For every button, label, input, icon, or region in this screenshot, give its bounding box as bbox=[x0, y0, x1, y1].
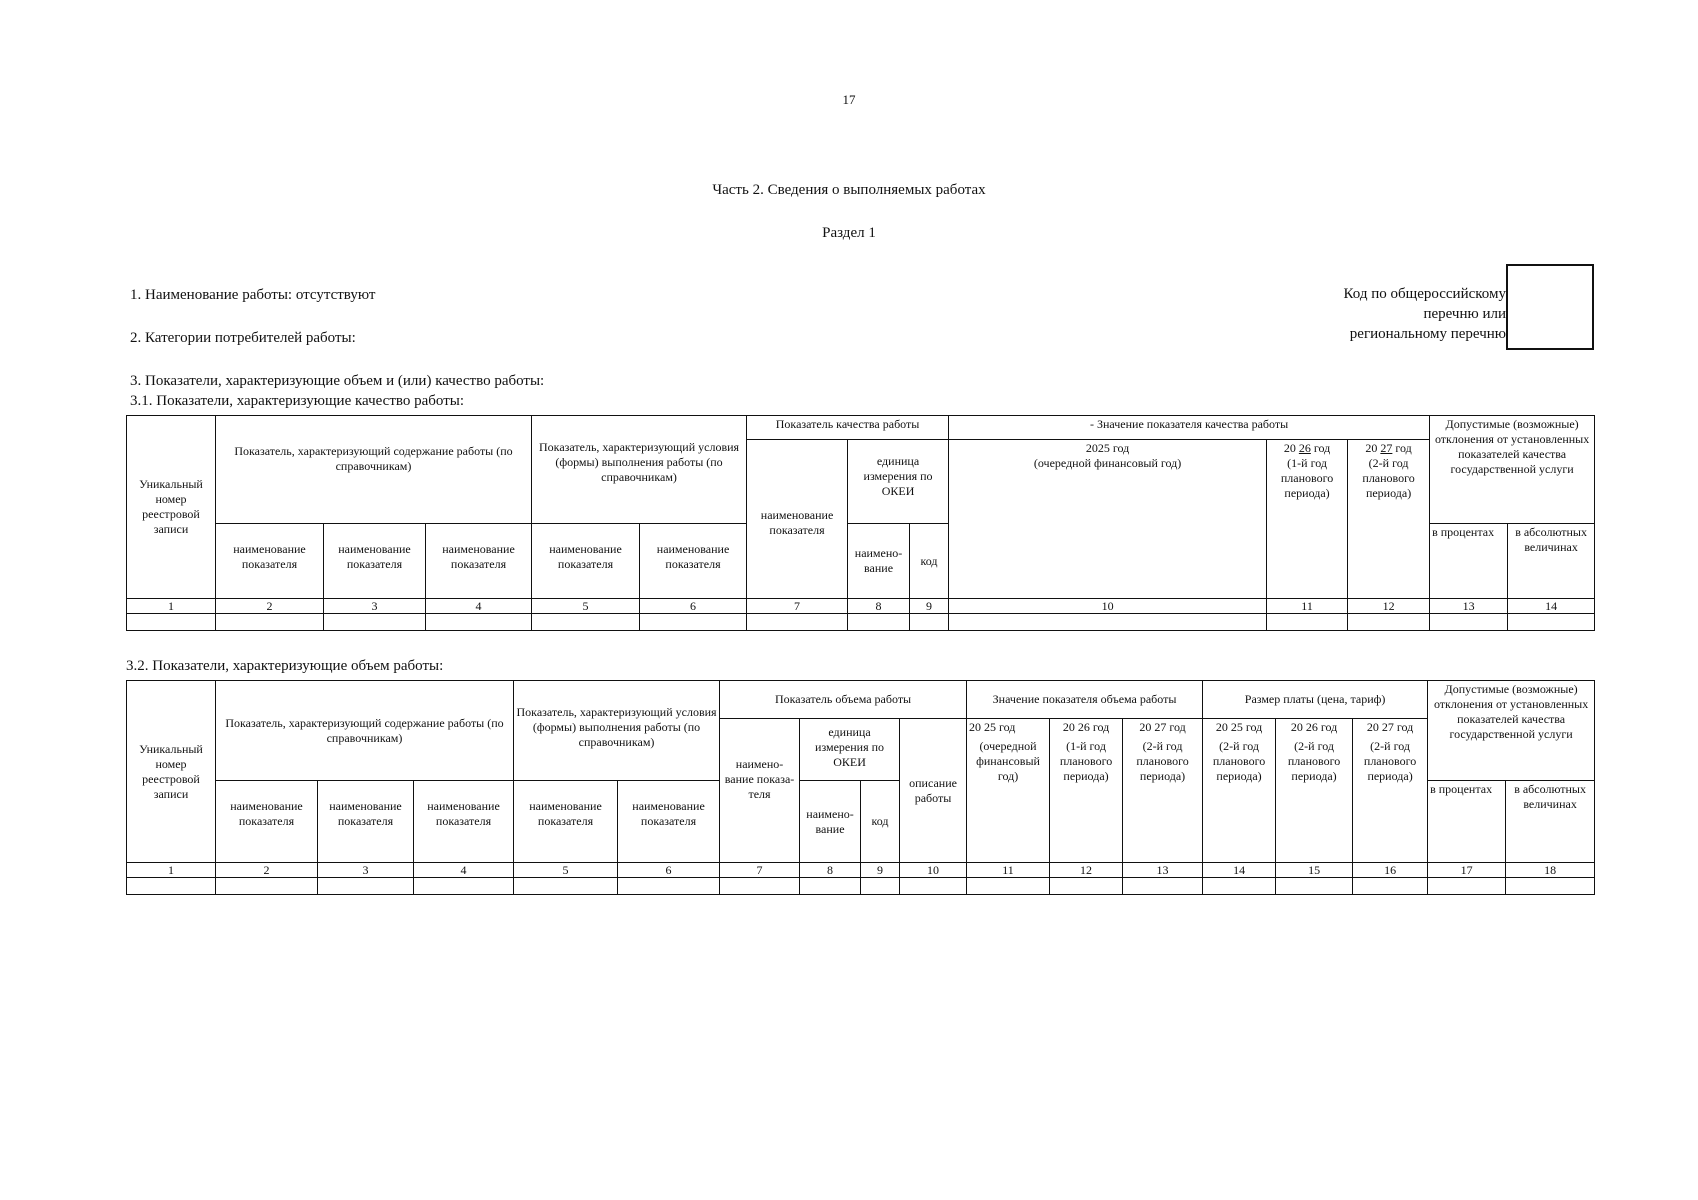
t2-pct-header: в процентах bbox=[1428, 781, 1506, 863]
t2-fee1-year: 20 25 год bbox=[1215, 720, 1263, 734]
t1-year1-label: 2025 год bbox=[1085, 441, 1130, 455]
table-cell[interactable] bbox=[318, 878, 414, 895]
t2-value1-sub: (очередной финансовый год) bbox=[976, 739, 1040, 783]
t2-col-num: 1 bbox=[127, 863, 216, 878]
t2-col-num: 3 bbox=[318, 863, 414, 878]
table-cell[interactable] bbox=[800, 878, 861, 895]
registry-code-box[interactable] bbox=[1506, 264, 1594, 350]
t2-conditions-name-2: наименование показателя bbox=[618, 781, 720, 863]
t2-unit-header: единица измерения по ОКЕИ bbox=[800, 719, 900, 781]
t1-col-num: 1 bbox=[127, 599, 216, 614]
volume-heading: 3.2. Показатели, характеризующие объем работы: bbox=[126, 658, 444, 674]
t2-fee3-header bbox=[1353, 719, 1428, 863]
registry-code-label bbox=[1344, 284, 1506, 344]
table-cell[interactable] bbox=[848, 614, 910, 631]
t2-col-num: 6 bbox=[618, 863, 720, 878]
t1-year3-header bbox=[1348, 440, 1430, 599]
t1-deviation-header: Допустимые (возможные) отклонения от установленных показателей качества государственной услуги bbox=[1430, 416, 1595, 524]
t1-content-name-2: наименование показателя bbox=[324, 524, 426, 599]
t2-col-num: 16 bbox=[1353, 863, 1428, 878]
t1-year2-sub: (1-й год планового периода) bbox=[1280, 456, 1334, 500]
table-cell[interactable] bbox=[1267, 614, 1348, 631]
page-number: 17 bbox=[842, 92, 856, 107]
table-cell[interactable] bbox=[640, 614, 747, 631]
t1-year2-header bbox=[1267, 440, 1348, 599]
t1-col-num: 5 bbox=[532, 599, 640, 614]
table-cell[interactable] bbox=[426, 614, 532, 631]
table-cell[interactable] bbox=[618, 878, 720, 895]
t1-content-name-3: наименование показателя bbox=[426, 524, 532, 599]
t1-year3-value: 27 bbox=[1380, 441, 1393, 455]
t2-unit-name-header: наимено-вание bbox=[800, 781, 861, 863]
t2-col-num: 9 bbox=[861, 863, 900, 878]
t1-year2-suffix: год bbox=[1313, 441, 1331, 455]
t2-unique-header: Уникальный номер реестровой записи bbox=[127, 681, 216, 863]
t2-conditions-header: Показатель, характеризующий условия (формы) выполнения работы (по справочникам) bbox=[514, 681, 720, 781]
table-cell[interactable] bbox=[720, 878, 800, 895]
section-title: Раздел 1 bbox=[822, 225, 876, 241]
t2-conditions-name-1: наименование показателя bbox=[514, 781, 618, 863]
t2-col-num: 15 bbox=[1276, 863, 1353, 878]
t1-col-num: 9 bbox=[910, 599, 949, 614]
t1-year2-prefix: 20 bbox=[1283, 441, 1296, 455]
table-cell[interactable] bbox=[414, 878, 514, 895]
t2-volume-header: Показатель объема работы bbox=[720, 681, 967, 719]
t1-col-num: 13 bbox=[1430, 599, 1508, 614]
table-cell[interactable] bbox=[514, 878, 618, 895]
t2-fee3-sub: (2-й год планового периода) bbox=[1363, 739, 1417, 783]
t1-conditions-header: Показатель, характеризующий условия (формы) выполнения работы (по справочникам) bbox=[532, 416, 747, 524]
t2-unit-code-header: код bbox=[861, 781, 900, 863]
t1-conditions-name-2: наименование показателя bbox=[640, 524, 747, 599]
t2-value1-year: 20 25 год bbox=[969, 720, 1016, 734]
t2-value1-header bbox=[967, 719, 1050, 863]
table-cell[interactable] bbox=[216, 878, 318, 895]
table-cell[interactable] bbox=[216, 614, 324, 631]
table-cell[interactable] bbox=[1353, 878, 1428, 895]
table-cell[interactable] bbox=[1203, 878, 1276, 895]
t2-fee1-header bbox=[1203, 719, 1276, 863]
t2-content-name-1: наименование показателя bbox=[216, 781, 318, 863]
table-cell[interactable] bbox=[949, 614, 1267, 631]
table-cell[interactable] bbox=[127, 614, 216, 631]
t2-content-name-3: наименование показателя bbox=[414, 781, 514, 863]
t2-col-num: 12 bbox=[1050, 863, 1123, 878]
t1-col-num: 6 bbox=[640, 599, 747, 614]
t2-deviation-header: Допустимые (возможные) отклонения от установленных показателей качества государственной услуги bbox=[1428, 681, 1595, 781]
table-cell[interactable] bbox=[910, 614, 949, 631]
t1-year1-header bbox=[949, 440, 1267, 599]
t2-fee2-header bbox=[1276, 719, 1353, 863]
t1-col-num: 11 bbox=[1267, 599, 1348, 614]
table-cell[interactable] bbox=[1428, 878, 1506, 895]
t2-col-num: 4 bbox=[414, 863, 514, 878]
t1-col-num: 4 bbox=[426, 599, 532, 614]
t1-indicator-name-header: наименование показателя bbox=[747, 440, 848, 599]
t2-value3-header bbox=[1123, 719, 1203, 863]
table-cell[interactable] bbox=[1050, 878, 1123, 895]
t2-fee2-year: 20 26 год bbox=[1290, 720, 1338, 734]
t2-fee2-sub: (2-й год планового периода) bbox=[1287, 739, 1341, 783]
t1-unit-code-header: код bbox=[910, 524, 949, 599]
table-cell[interactable] bbox=[1506, 878, 1595, 895]
quality-heading: 3.1. Показатели, характеризующие качество работы: bbox=[130, 393, 464, 409]
t2-col-num: 8 bbox=[800, 863, 861, 878]
t2-col-num: 14 bbox=[1203, 863, 1276, 878]
t1-empty-row bbox=[127, 614, 1595, 631]
t1-pct-header: в процентах bbox=[1430, 524, 1508, 599]
consumer-categories: 2. Категории потребителей работы: bbox=[130, 330, 356, 346]
registry-code-line1: Код по общероссийскому bbox=[1343, 286, 1506, 302]
registry-code-line3: региональному перечню bbox=[1349, 326, 1506, 342]
t1-unique-header: Уникальный номер реестровой записи bbox=[127, 416, 216, 599]
t2-content-header: Показатель, характеризующий содержание работы (по справочникам) bbox=[216, 681, 514, 781]
t2-value2-sub: (1-й год планового периода) bbox=[1059, 739, 1113, 783]
t2-col-num: 13 bbox=[1123, 863, 1203, 878]
t1-abs-header: в абсолютных величинах bbox=[1508, 524, 1595, 599]
t2-content-name-2: наименование показателя bbox=[318, 781, 414, 863]
t2-value3-sub: (2-й год планового периода) bbox=[1136, 739, 1189, 783]
table-cell[interactable] bbox=[127, 878, 216, 895]
t1-value-header: - Значение показателя качества работы bbox=[949, 416, 1430, 440]
table-cell[interactable] bbox=[747, 614, 848, 631]
t1-col-num: 3 bbox=[324, 599, 426, 614]
t2-fee3-year: 20 27 год bbox=[1366, 720, 1414, 734]
table-cell[interactable] bbox=[1276, 878, 1353, 895]
t1-conditions-name-1: наименование показателя bbox=[532, 524, 640, 599]
t2-value-header: Значение показателя объема работы bbox=[967, 681, 1203, 719]
part-title: Часть 2. Сведения о выполняемых работах bbox=[712, 182, 986, 198]
table-cell[interactable] bbox=[1508, 614, 1595, 631]
quality-table bbox=[126, 415, 1595, 631]
t1-content-name-1: наименование показателя bbox=[216, 524, 324, 599]
t2-abs-header: в абсолютных величинах bbox=[1506, 781, 1595, 863]
t2-col-num: 2 bbox=[216, 863, 318, 878]
t2-indicator-name-header: наимено-вание показа-теля bbox=[720, 719, 800, 863]
t2-number-row bbox=[127, 863, 1595, 878]
table-cell[interactable] bbox=[324, 614, 426, 631]
table-cell[interactable] bbox=[1348, 614, 1430, 631]
t2-value2-year: 20 26 год bbox=[1062, 720, 1110, 734]
t2-col-num: 10 bbox=[900, 863, 967, 878]
t2-fee-header: Размер платы (цена, тариф) bbox=[1203, 681, 1428, 719]
t2-col-num: 11 bbox=[967, 863, 1050, 878]
t1-year3-sub: (2-й год планового периода) bbox=[1362, 456, 1415, 500]
t1-unit-header: единица измерения по ОКЕИ bbox=[848, 440, 949, 524]
t1-col-num: 8 bbox=[848, 599, 910, 614]
table-cell[interactable] bbox=[861, 878, 900, 895]
t1-col-num: 14 bbox=[1508, 599, 1595, 614]
t1-unit-name-header: наимено-вание bbox=[848, 524, 910, 599]
table-cell[interactable] bbox=[900, 878, 967, 895]
t1-year3-prefix: 20 bbox=[1365, 441, 1378, 455]
t2-col-num: 5 bbox=[514, 863, 618, 878]
t2-value2-header bbox=[1050, 719, 1123, 863]
t2-fee1-sub: (2-й год планового периода) bbox=[1212, 739, 1266, 783]
t1-col-num: 12 bbox=[1348, 599, 1430, 614]
table-cell[interactable] bbox=[967, 878, 1050, 895]
t1-col-num: 2 bbox=[216, 599, 324, 614]
table-cell[interactable] bbox=[1430, 614, 1508, 631]
t1-content-header: Показатель, характеризующий содержание работы (по справочникам) bbox=[216, 416, 532, 524]
table-cell[interactable] bbox=[532, 614, 640, 631]
table-cell[interactable] bbox=[1123, 878, 1203, 895]
t1-year3-suffix: год bbox=[1395, 441, 1412, 455]
t1-number-row bbox=[127, 599, 1595, 614]
t2-col-num: 18 bbox=[1506, 863, 1595, 878]
t2-col-num: 7 bbox=[720, 863, 800, 878]
registry-code-line2: перечню или bbox=[1423, 306, 1506, 322]
work-name: 1. Наименование работы: отсутствуют bbox=[130, 287, 376, 303]
t2-description-header: описание работы bbox=[900, 719, 967, 863]
t2-value3-year: 20 27 год bbox=[1139, 720, 1186, 734]
t1-col-num: 7 bbox=[747, 599, 848, 614]
t1-quality-header: Показатель качества работы bbox=[747, 416, 949, 440]
t1-year1-sub: (очередной финансовый год) bbox=[1033, 456, 1182, 470]
t2-col-num: 17 bbox=[1428, 863, 1506, 878]
t1-year2-value: 26 bbox=[1298, 441, 1311, 455]
volume-table bbox=[126, 680, 1595, 895]
t2-empty-row bbox=[127, 878, 1595, 895]
t1-col-num: 10 bbox=[949, 599, 1267, 614]
indicators-heading: 3. Показатели, характеризующие объем и (или) качество работы: bbox=[130, 373, 545, 389]
